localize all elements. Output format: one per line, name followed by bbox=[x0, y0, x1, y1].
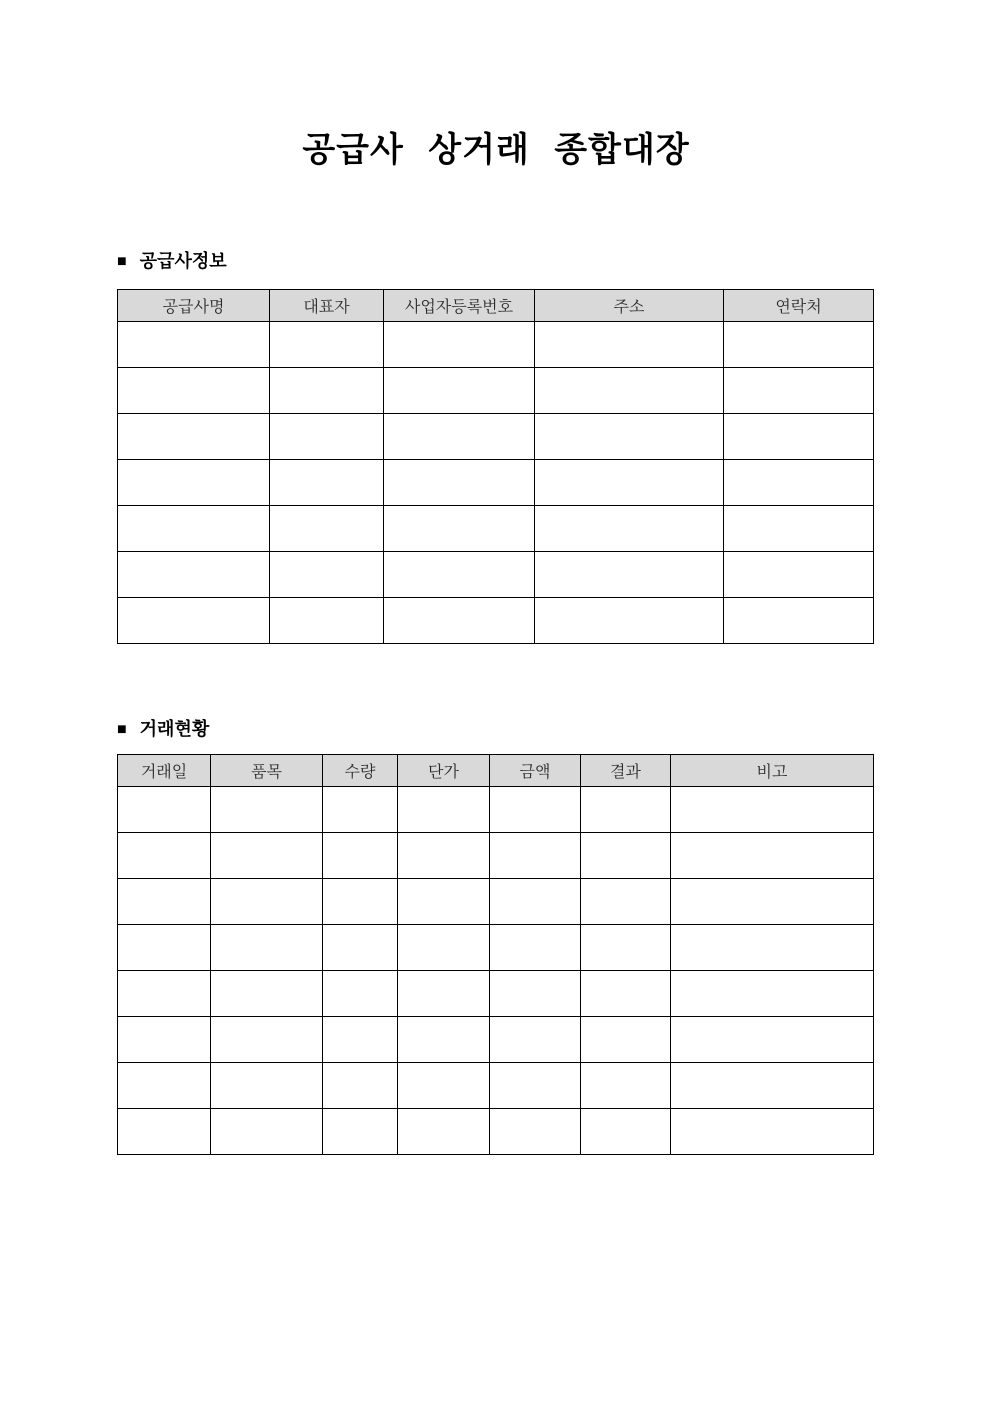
transaction-status-table bbox=[117, 754, 874, 1155]
empty-cell bbox=[724, 459, 874, 505]
page-content bbox=[117, 251, 873, 1155]
header-row bbox=[118, 754, 874, 786]
empty-cell bbox=[724, 367, 874, 413]
empty-cell bbox=[211, 1062, 323, 1108]
empty-cell bbox=[581, 786, 671, 832]
empty-cell bbox=[398, 1016, 490, 1062]
table-row bbox=[118, 597, 874, 643]
table-row bbox=[118, 1108, 874, 1154]
column-header: 비고 bbox=[671, 754, 874, 786]
empty-cell bbox=[671, 786, 874, 832]
empty-cell bbox=[581, 832, 671, 878]
column-header: 사업자등록번호 bbox=[384, 289, 535, 321]
empty-cell bbox=[384, 413, 535, 459]
empty-cell bbox=[118, 1108, 211, 1154]
empty-cell bbox=[535, 459, 724, 505]
empty-cell bbox=[671, 924, 874, 970]
empty-cell bbox=[535, 413, 724, 459]
supplier-info-heading bbox=[117, 251, 873, 272]
table-row bbox=[118, 551, 874, 597]
empty-cell bbox=[490, 970, 581, 1016]
empty-cell bbox=[211, 878, 323, 924]
empty-cell bbox=[535, 367, 724, 413]
empty-cell bbox=[581, 878, 671, 924]
empty-cell bbox=[384, 551, 535, 597]
empty-cell bbox=[384, 367, 535, 413]
empty-cell bbox=[384, 459, 535, 505]
empty-cell bbox=[118, 459, 270, 505]
empty-cell bbox=[270, 413, 384, 459]
empty-cell bbox=[581, 1016, 671, 1062]
empty-cell bbox=[398, 832, 490, 878]
empty-cell bbox=[118, 1016, 211, 1062]
empty-cell bbox=[398, 1062, 490, 1108]
empty-cell bbox=[490, 878, 581, 924]
empty-cell bbox=[118, 367, 270, 413]
empty-cell bbox=[490, 832, 581, 878]
empty-cell bbox=[384, 505, 535, 551]
empty-cell bbox=[724, 505, 874, 551]
empty-cell bbox=[398, 970, 490, 1016]
empty-cell bbox=[490, 1062, 581, 1108]
empty-cell bbox=[323, 970, 398, 1016]
empty-cell bbox=[211, 1016, 323, 1062]
empty-cell bbox=[724, 321, 874, 367]
table-row bbox=[118, 459, 874, 505]
empty-cell bbox=[490, 1016, 581, 1062]
empty-cell bbox=[490, 1108, 581, 1154]
empty-cell bbox=[118, 786, 211, 832]
table-row bbox=[118, 505, 874, 551]
supplier-info-section bbox=[117, 251, 873, 644]
empty-cell bbox=[535, 321, 724, 367]
empty-cell bbox=[724, 597, 874, 643]
empty-cell bbox=[671, 970, 874, 1016]
empty-cell bbox=[211, 832, 323, 878]
table-row bbox=[118, 832, 874, 878]
empty-cell bbox=[270, 459, 384, 505]
table-row bbox=[118, 1016, 874, 1062]
table-row bbox=[118, 321, 874, 367]
empty-cell bbox=[581, 1108, 671, 1154]
empty-cell bbox=[398, 924, 490, 970]
empty-cell bbox=[118, 924, 211, 970]
column-header: 공급사명 bbox=[118, 289, 270, 321]
transaction-status-section bbox=[117, 719, 873, 1155]
column-header: 수량 bbox=[323, 754, 398, 786]
transaction-status-heading-label: 거래현황 bbox=[139, 718, 210, 739]
empty-cell bbox=[270, 597, 384, 643]
empty-cell bbox=[323, 1108, 398, 1154]
empty-cell bbox=[724, 551, 874, 597]
table-row bbox=[118, 1062, 874, 1108]
empty-cell bbox=[118, 832, 211, 878]
empty-cell bbox=[384, 597, 535, 643]
empty-cell bbox=[398, 1108, 490, 1154]
empty-cell bbox=[323, 832, 398, 878]
empty-cell bbox=[323, 786, 398, 832]
empty-cell bbox=[490, 786, 581, 832]
empty-cell bbox=[671, 878, 874, 924]
empty-cell bbox=[724, 413, 874, 459]
empty-cell bbox=[118, 597, 270, 643]
column-header: 대표자 bbox=[270, 289, 384, 321]
empty-cell bbox=[118, 505, 270, 551]
empty-cell bbox=[535, 505, 724, 551]
header-row bbox=[118, 289, 874, 321]
empty-cell bbox=[671, 1016, 874, 1062]
empty-cell bbox=[211, 970, 323, 1016]
empty-cell bbox=[211, 924, 323, 970]
table-row bbox=[118, 786, 874, 832]
empty-cell bbox=[384, 321, 535, 367]
empty-cell bbox=[398, 878, 490, 924]
square-bullet-icon: ■ bbox=[117, 253, 127, 271]
square-bullet-icon: ■ bbox=[117, 721, 127, 739]
empty-cell bbox=[118, 1062, 211, 1108]
column-header: 품목 bbox=[211, 754, 323, 786]
empty-cell bbox=[490, 924, 581, 970]
empty-cell bbox=[581, 970, 671, 1016]
column-header: 금액 bbox=[490, 754, 581, 786]
empty-cell bbox=[398, 786, 490, 832]
empty-cell bbox=[118, 321, 270, 367]
table-row bbox=[118, 413, 874, 459]
supplier-info-table bbox=[117, 289, 874, 644]
page-title: 공급사 상거래 종합대장 bbox=[302, 131, 690, 169]
empty-cell bbox=[211, 1108, 323, 1154]
empty-cell bbox=[118, 878, 211, 924]
column-header: 거래일 bbox=[118, 754, 211, 786]
empty-cell bbox=[581, 1062, 671, 1108]
empty-cell bbox=[118, 970, 211, 1016]
table-row bbox=[118, 970, 874, 1016]
table-row bbox=[118, 367, 874, 413]
empty-cell bbox=[323, 1062, 398, 1108]
empty-cell bbox=[323, 1016, 398, 1062]
empty-cell bbox=[118, 413, 270, 459]
empty-cell bbox=[270, 551, 384, 597]
column-header: 단가 bbox=[398, 754, 490, 786]
empty-cell bbox=[118, 551, 270, 597]
table-row bbox=[118, 924, 874, 970]
column-header: 주소 bbox=[535, 289, 724, 321]
empty-cell bbox=[323, 924, 398, 970]
empty-cell bbox=[671, 1108, 874, 1154]
empty-cell bbox=[323, 878, 398, 924]
empty-cell bbox=[535, 597, 724, 643]
empty-cell bbox=[535, 551, 724, 597]
table-row bbox=[118, 878, 874, 924]
supplier-info-heading-label: 공급사정보 bbox=[139, 250, 227, 271]
empty-cell bbox=[270, 505, 384, 551]
column-header: 결과 bbox=[581, 754, 671, 786]
empty-cell bbox=[270, 367, 384, 413]
empty-cell bbox=[211, 786, 323, 832]
empty-cell bbox=[671, 1062, 874, 1108]
empty-cell bbox=[270, 321, 384, 367]
transaction-status-heading bbox=[117, 719, 873, 740]
column-header: 연락처 bbox=[724, 289, 874, 321]
empty-cell bbox=[581, 924, 671, 970]
empty-cell bbox=[671, 832, 874, 878]
